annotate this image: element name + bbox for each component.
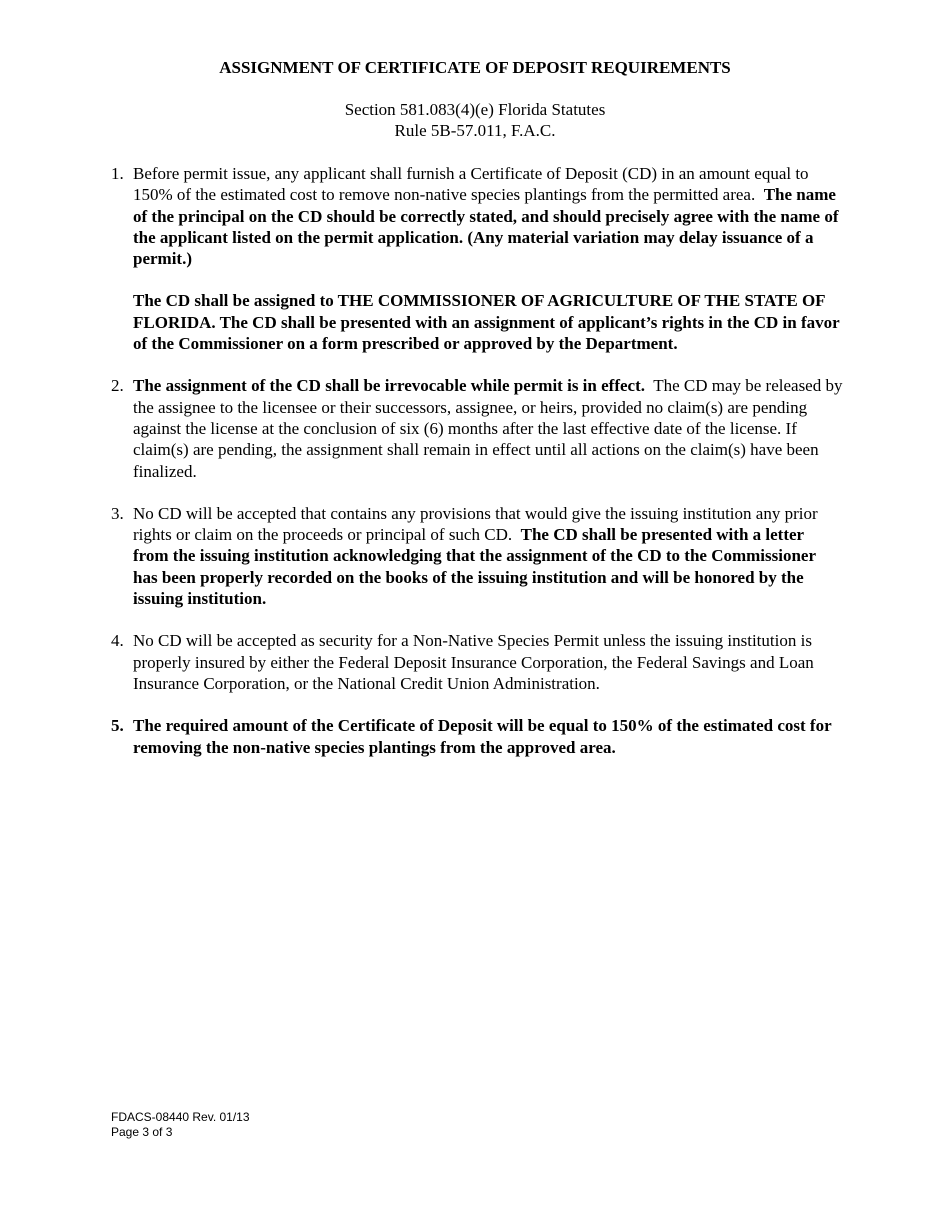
rule-line: Rule 5B-57.011, F.A.C. (394, 121, 556, 140)
item-4-paragraph (133, 630, 843, 694)
item-bold-text: The assignment of the CD shall be irrevocable while permit is in effect. (133, 376, 645, 396)
item-5-paragraph (133, 715, 843, 758)
item-text: The CD may be released by the assignee to the licensee or their successors, assignee, or heirs, provided no claim(s) are pending against the license at the conclusion of six (6) months after the last effective date of the license. If claim(s) are pending, the assignment shall remain in effect until all actions on the claim(s) have been finalized. (133, 376, 843, 481)
item-text: No CD will be accepted as security for a Non-Native Species Permit unless the issuing institution is properly insured by either the Federal Deposit Insurance Corporation, the Federal Savings and Loan Insurance Corporation, or the National Credit Union Administration. (133, 631, 814, 693)
statute-reference (0, 99, 950, 141)
item-bold-text: The CD shall be presented with a letter from the issuing institution acknowledging that the assignment of the CD to the Commissioner has been properly recorded on the books of the issuing institution and will be honored by the issuing institution. (133, 525, 816, 609)
item-bold-text: The required amount of the Certificate of Deposit will be equal to 150% of the estimated cost for removing the non-native species plantings from the approved area. (133, 716, 832, 757)
item-bold-text: The CD shall be assigned to THE COMMISSIONER OF AGRICULTURE OF THE STATE OF FLORIDA. The CD shall be presented with an assignment of applicant’s rights in the CD in favor of the Commissioner on a form prescribed or approved by the Department. (133, 291, 840, 354)
form-id: FDACS-08440 Rev. 01/13 (111, 1110, 250, 1124)
statute-line: Section 581.083(4)(e) Florida Statutes (344, 100, 606, 119)
item-number: 5. (111, 716, 124, 736)
requirement-item-4 (111, 630, 843, 694)
requirement-item-2 (111, 375, 843, 481)
page-number: Page 3 of 3 (111, 1125, 173, 1139)
item-number: 3. (111, 503, 124, 523)
requirement-item-3 (111, 503, 843, 609)
document-title: ASSIGNMENT OF CERTIFICATE OF DEPOSIT REQUIREMENTS (219, 58, 731, 77)
requirement-item-1 (111, 163, 843, 354)
item-bold-text: The name of the principal on the CD should be correctly stated, and should precisely agree with the name of the applicant listed on the permit application. (Any material variation may delay issuance of a permit.) (133, 185, 839, 269)
item-3-paragraph (133, 503, 843, 609)
item-1-paragraph-1 (133, 163, 843, 269)
item-number: 1. (111, 164, 124, 183)
requirements-list (111, 163, 843, 779)
item-text: Before permit issue, any applicant shall furnish a Certificate of Deposit (CD) in an amount equal to 150% of the estimated cost to remove non-native species plantings from the permitted area. (133, 164, 809, 205)
item-1-paragraph-2 (133, 290, 843, 354)
item-number: 4. (111, 631, 124, 651)
item-2-paragraph (133, 375, 843, 481)
requirement-item-5 (111, 715, 843, 758)
item-text: No CD will be accepted that contains any provisions that would give the issuing institution any prior rights or claim on the proceeds or principal of such CD. (133, 503, 818, 545)
item-number: 2. (111, 376, 124, 396)
form-footer (111, 1110, 250, 1140)
